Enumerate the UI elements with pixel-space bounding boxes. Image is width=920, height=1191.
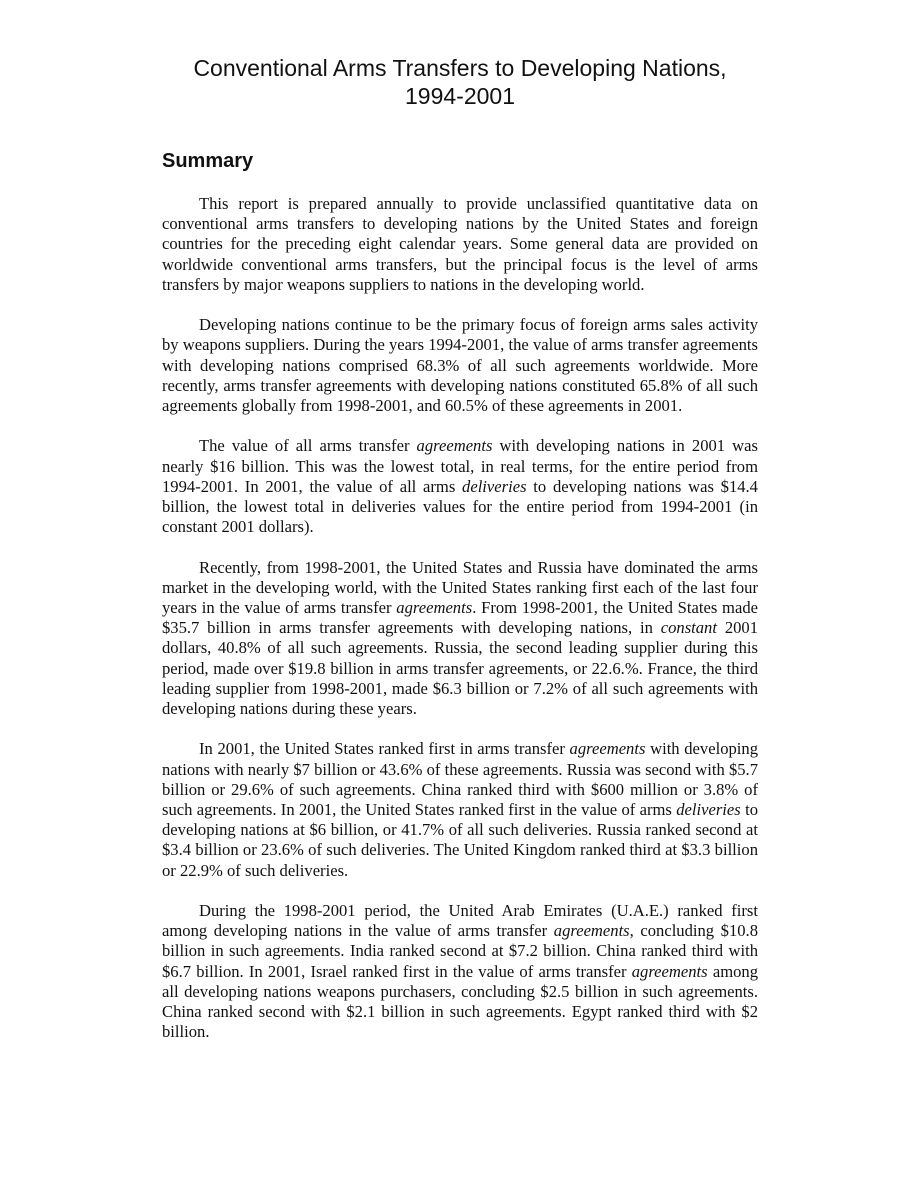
paragraph-text: Developing nations continue to be the primary focus of foreign arms sales activity by weapons suppliers. During the years 1994-2001, the value of arms transfer agreements with developing nations comprised 68.3% of all such agreements worldwide. More recently, arms transfer agreements with developing nations constituted 65.8% of all such agreements globally from 1998-2001, and 60.5% of these agreements in 2001. xyxy=(162,315,758,416)
title-line-2: 1994-2001 xyxy=(405,83,515,109)
paragraph-text: among all developing nations weapons purchasers, concluding $2.5 billion in such agreements. China ranked second with $2.1 billion in such agreements. Egypt ranked third with $2 billion. xyxy=(162,961,758,1042)
paragraph-text: . From 1998-2001, the United States made $35.7 billion in arms transfer agreements with developing nations, in xyxy=(162,598,758,638)
summary-paragraph xyxy=(162,315,758,416)
paragraph-text: with developing nations with nearly $7 billion or 43.6% of these agreements. Russia was second with $5.7 billion or 29.6% of such agreements. China ranked third with $600 million or 3.8% of such agreements. In 2001, the United States ranked first in the value of arms xyxy=(162,739,758,820)
emphasized-text: constant xyxy=(660,618,717,638)
emphasized-text: agreements xyxy=(553,921,630,941)
summary-paragraph xyxy=(162,739,758,880)
summary-paragraph xyxy=(162,436,758,537)
summary-paragraph xyxy=(162,194,758,295)
emphasized-text: deliveries xyxy=(676,800,741,820)
paragraph-text: During the 1998-2001 period, the United Arab Emirates (U.A.E.) ranked first among developing nations in the value of arms transfer xyxy=(162,901,758,941)
emphasized-text: agreements xyxy=(569,739,646,759)
document-title xyxy=(162,54,758,110)
emphasized-text: agreements xyxy=(396,598,473,618)
paragraph-text: Recently, from 1998-2001, the United States and Russia have dominated the arms market in the developing world, with the United States ranking first each of the last four years in the value of arms transfer xyxy=(162,557,758,618)
document-page xyxy=(162,54,758,1063)
paragraph-text: with developing nations in 2001 was nearly $16 billion. This was the lowest total, in real terms, for the entire period from 1994-2001. In 2001, the value of all arms xyxy=(162,436,758,496)
emphasized-text: deliveries xyxy=(462,476,527,496)
title-line-1: Conventional Arms Transfers to Developing Nations, xyxy=(193,55,727,81)
paragraph-text: The value of all arms transfer xyxy=(199,436,417,456)
paragraph-text: In 2001, the United States ranked first in arms transfer xyxy=(199,739,570,759)
summary-paragraph xyxy=(162,558,758,720)
paragraph-text: to developing nations at $6 billion, or 41.7% of all such deliveries. Russia ranked second at $3.4 billion or 23.6% of such deliveries. The United Kingdom ranked third at $3.3 billion or 22.9% of such deliveries. xyxy=(162,800,759,880)
section-heading-summary: Summary xyxy=(162,150,254,172)
emphasized-text: agreements xyxy=(416,436,493,456)
paragraph-text: 2001 dollars, 40.8% of all such agreements. Russia, the second leading supplier during this period, made over $19.8 billion in arms transfer agreements, or 22.6.%. France, the third leading supplier from 1998-2001, made $6.3 billion or 7.2% of all such agreements with developing nations during these years. xyxy=(162,618,759,719)
emphasized-text: agreements xyxy=(631,961,708,981)
paragraph-text: to developing nations was $14.4 billion, the lowest total in deliveries values for the entire period from 1994-2001 (in constant 2001 dollars). xyxy=(162,476,758,537)
summary-paragraph xyxy=(162,901,758,1042)
paragraph-text: , concluding $10.8 billion in such agreements. India ranked second at $7.2 billion. China ranked third with $6.7 billion. In 2001, Israel ranked first in the value of arms transfer xyxy=(162,921,758,981)
summary-body xyxy=(162,194,758,1042)
paragraph-text: This report is prepared annually to provide unclassified quantitative data on conventional arms transfers to developing nations by the United States and foreign countries for the preceding eight calendar years. Some general data are provided on worldwide conventional arms transfers, but the principal focus is the level of arms transfers by major weapons suppliers to nations in the developing world. xyxy=(162,194,758,294)
